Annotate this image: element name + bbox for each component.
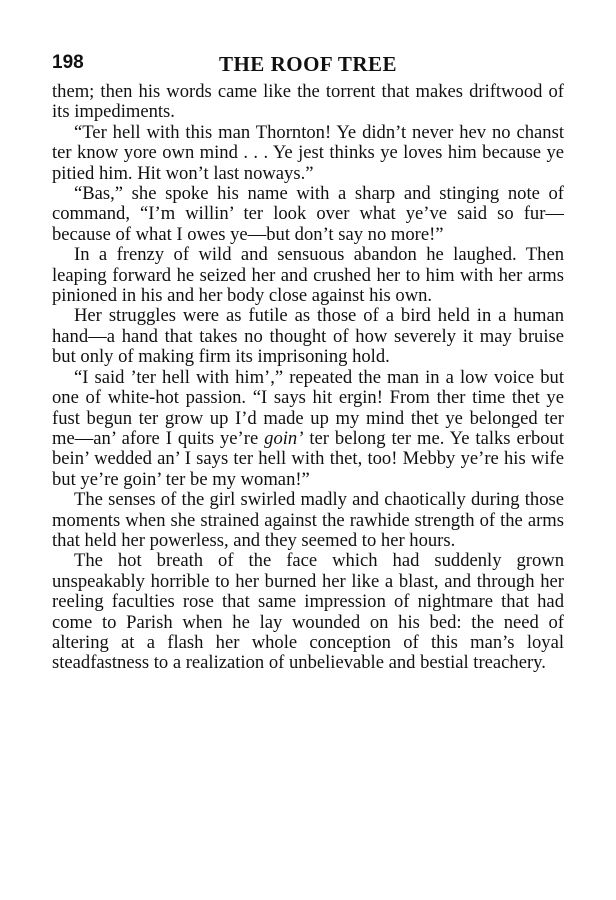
paragraph-6-text-before: “I said ’ter hell with him’,” repeated the man in a low voice but one of white-hot passion. “I says hit ergin! From ther time thet ye fust begun ter grow up I’d made up my mind thet ye belonged ter me—an’ afore I quits ye’re xyxy=(52,366,564,449)
paragraph-2: “Ter hell with this man Thornton! Ye didn’t never hev no chanst ter know yore own mind . . . Ye jest thinks ye loves him because ye pitied him. Hit won’t last noways.” xyxy=(52,121,564,184)
paragraph-6-text-after: ter belong ter me. Ye talks erbout bein’ wedded an’ I says ter hell with thet, too! Mebby ye’re his wife but ye’re goin’ ter be my woman!” xyxy=(52,427,564,490)
paragraph-1: them; then his words came like the torrent that makes driftwood of its impediments. xyxy=(52,81,564,123)
paragraph-7: The senses of the girl swirled madly and chaotically during those moments when she strained against the rawhide strength of the arms that held her powerless, and they seemed to her hours. xyxy=(52,489,564,551)
paragraph-6-italic-word: goin’ xyxy=(264,427,304,449)
paragraph-6 xyxy=(52,368,564,490)
running-title: THE ROOF TREE xyxy=(218,52,398,76)
paragraph-8: The hot breath of the face which had suddenly grown unspeakably horrible to her burned her like a blast, and through her reeling faculties rose that same impression of nightmare that had come to Parish when he lay wounded on his bed: the need of altering at a flash her whole conception of this man’s loyal steadfastness to a realization of unbelievable and bestial treachery. xyxy=(52,550,564,674)
book-page xyxy=(52,52,564,674)
page-header xyxy=(52,52,564,82)
paragraph-5: Her struggles were as futile as those of a bird held in a human hand—a hand that takes no thought of how severely it may bruise but only of making firm its imprisoning hold. xyxy=(52,305,564,368)
paragraph-4: In a frenzy of wild and sensuous abandon he laughed. Then leaping forward he seized her and crushed her to him with her arms pinioned in his and her body close against his own. xyxy=(52,244,564,307)
page-number: 198 xyxy=(52,52,84,73)
body-text xyxy=(52,82,564,674)
paragraph-3: “Bas,” she spoke his name with a sharp and stinging note of command, “I’m willin’ ter look over what ye’ve said so fur—because of what I owes ye—but don’t say no more!” xyxy=(52,183,564,245)
